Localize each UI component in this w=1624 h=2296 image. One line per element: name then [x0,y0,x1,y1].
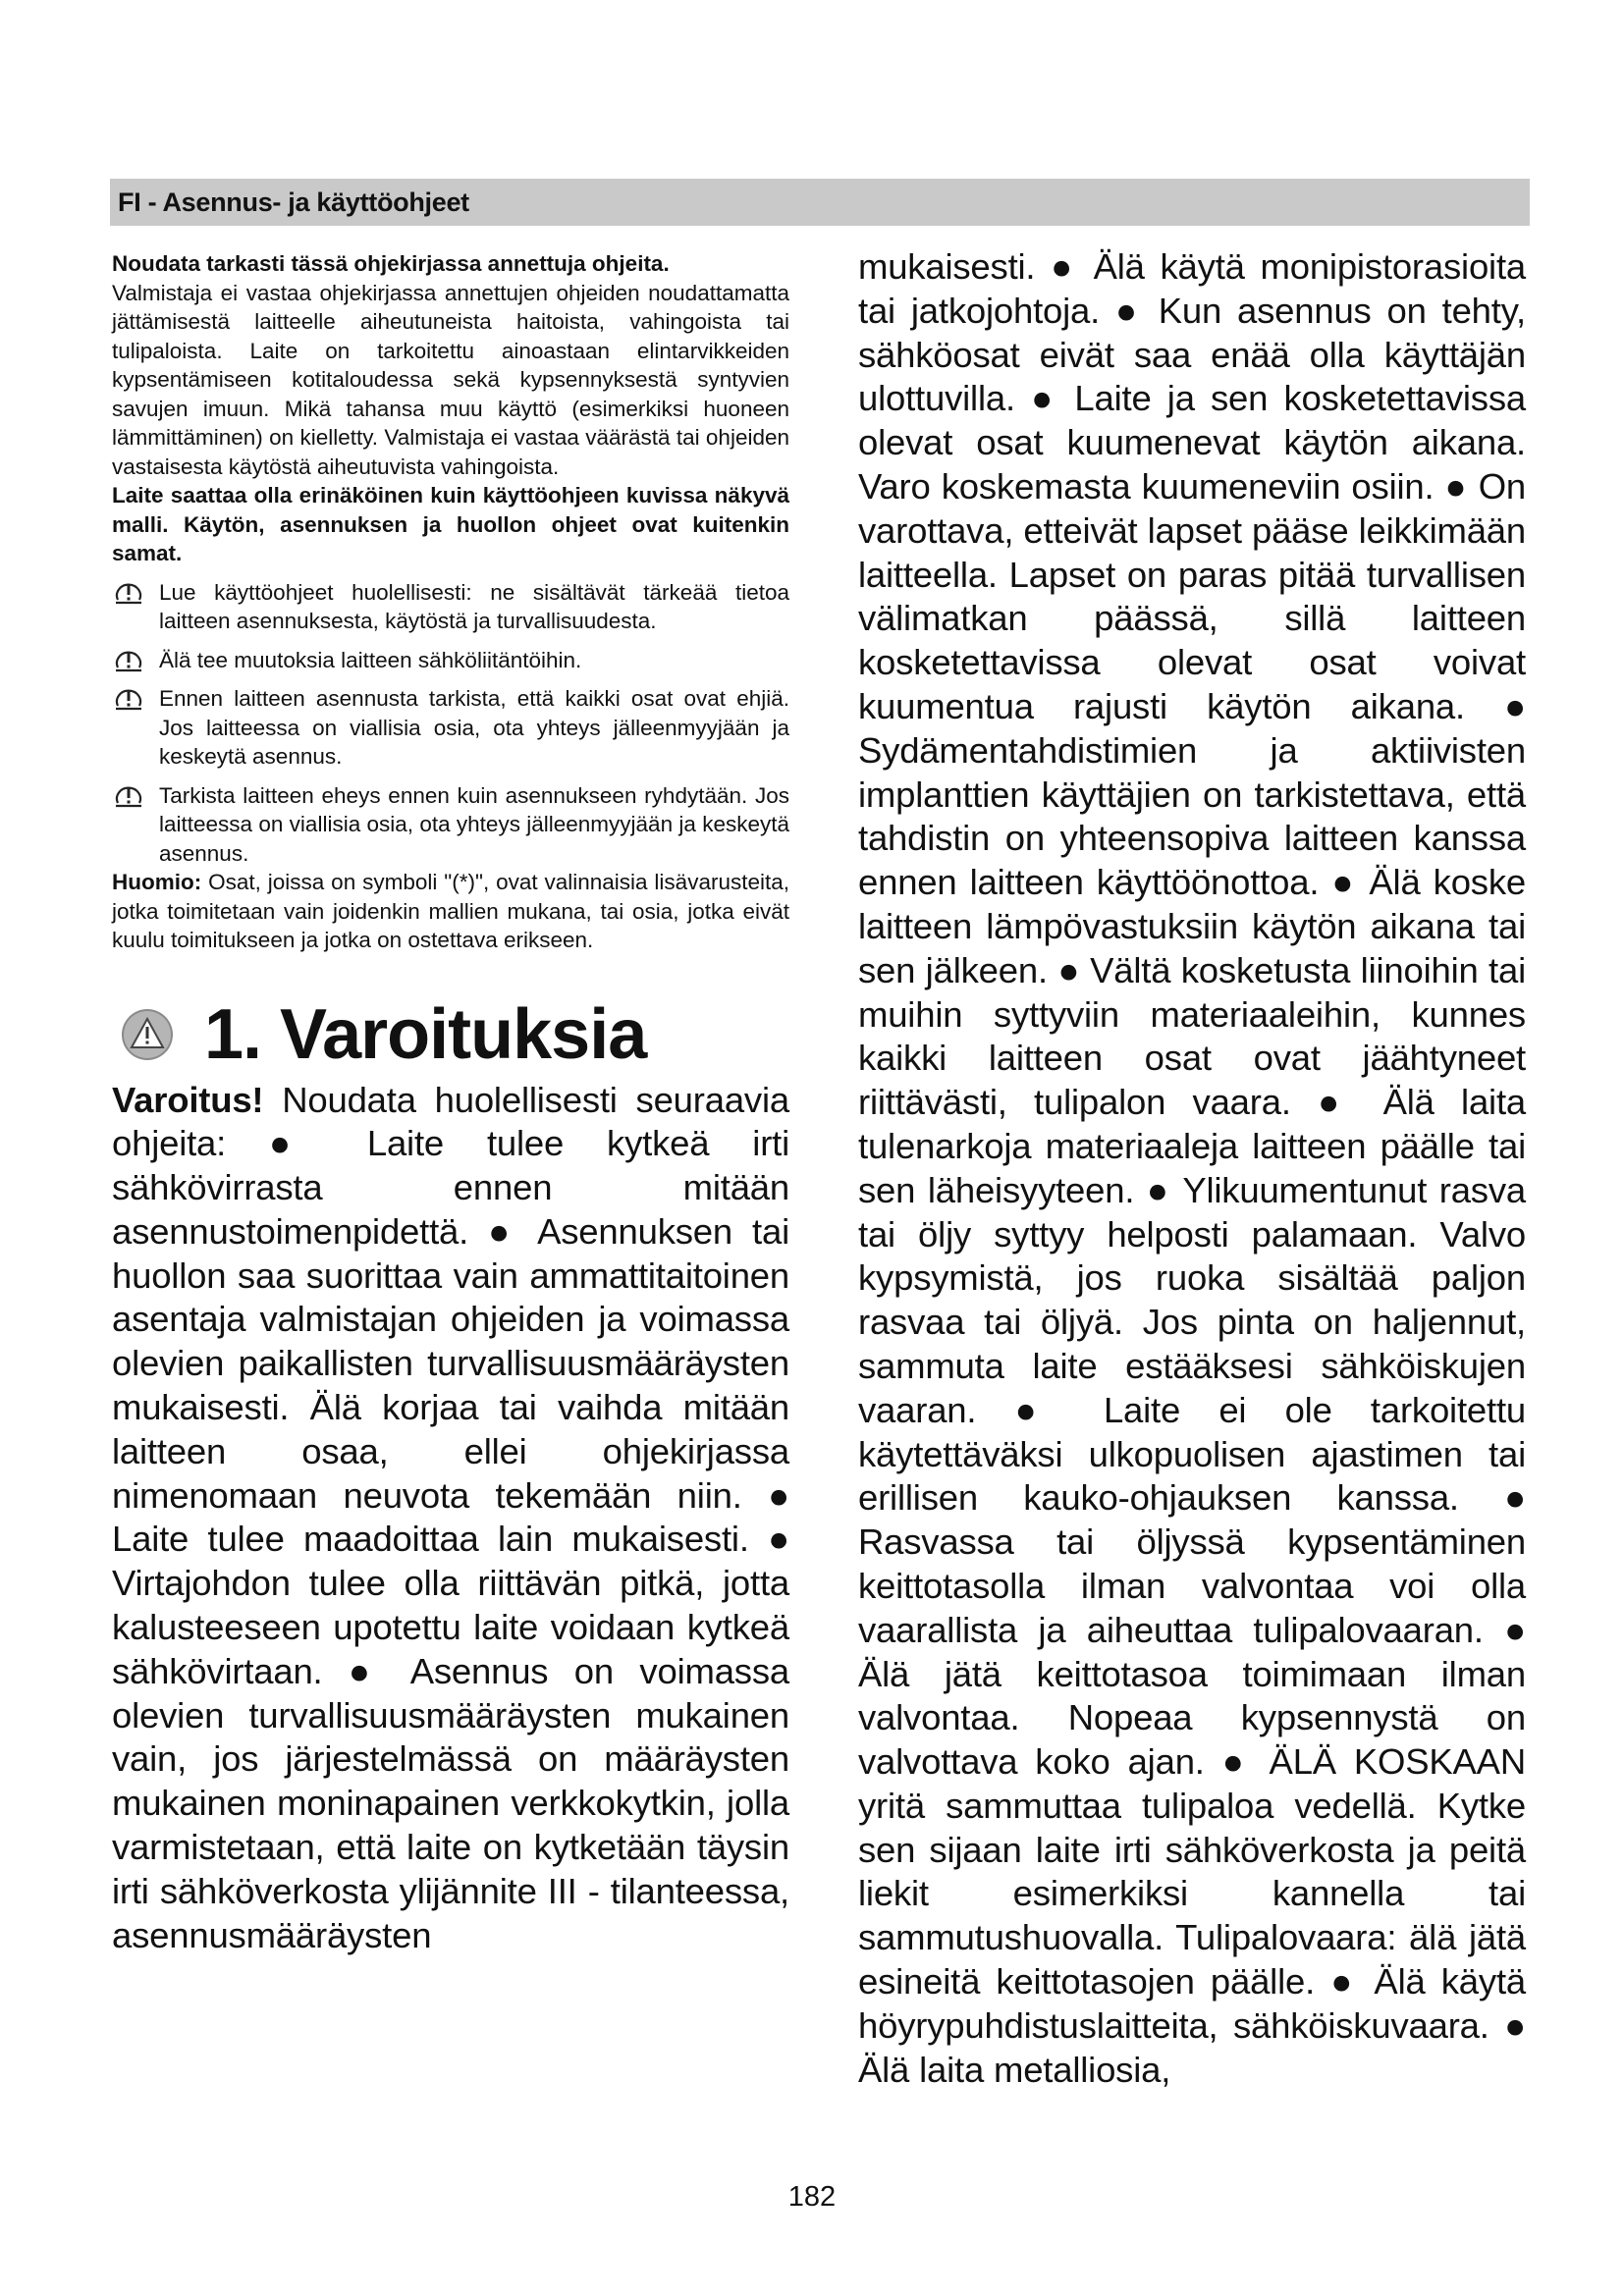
caution-icon [112,578,145,608]
header-title: FI - Asennus- ja käyttöohjeet [118,187,469,217]
huomio-label: Huomio: [112,870,202,894]
right-column [858,245,1526,2092]
caution-icon [112,646,145,675]
caution-note-text: Älä tee muutoksia laitteen sähköliitäntöihin. [159,647,582,672]
section-title: 1. Varoituksia [204,994,647,1074]
caution-note-text: Ennen laitteen asennusta tarkista, että kaikki osat ovat ehjiä. Jos laitteessa on viallisia osia, ota yhteys jälleenmyyjään ja keskeytä asennus. [159,686,789,769]
caution-icon [112,684,145,714]
caution-note [112,781,789,869]
warnings-text-left [112,1079,789,1958]
intro-paragraph: Valmistaja ei vastaa ohjekirjassa annettujen ohjeiden noudattamatta jättämisestä laitteelle aiheutuneista haitoista, vahingoista tai tulipaloista. Laite on tarkoitettu ainoastaan elintarvikkeiden kypsentämiseen kotitaloudessa sekä kypsennyksestä syntyvien savujen imuun. Mikä tahansa muu käyttö (esimerkiksi huoneen lämmittäminen) on kielletty. Valmistaja ei vastaa väärästä tai ohjeiden vastaisesta käytöstä aiheutuvista vahingoista. [112,280,789,479]
caution-note-text: Lue käyttöohjeet huolellisesti: ne sisältävät tärkeää tietoa laitteen asennuksesta, käytöstä ja turvallisuudesta. [159,579,789,633]
warning-triangle-icon [120,1007,175,1062]
page-number: 182 [787,2181,837,2213]
intro-bold-lead: Noudata tarkasti tässä ohjekirjassa annettuja ohjeita. [112,251,670,276]
caution-note [112,646,789,675]
intro-bold-note: Laite saattaa olla erinäköinen kuin käyttöohjeen kuvissa näkyvä malli. Käytön, asennuksen ja huollon ohjeet ovat kuitenkin samat. [112,483,789,565]
left-column [112,249,789,1957]
section-header-bar [110,179,1530,226]
huomio-paragraph [112,868,789,955]
huomio-text: Osat, joissa on symboli "(*)", ovat valinnaisia lisävarusteita, jotka toimitetaan vain joidenkin mallien mukana, tai osia, jotka eivät kuulu toimitukseen ja jotka on ostettava erikseen. [112,870,789,952]
caution-note-text: Tarkista laitteen eheys ennen kuin asennukseen ryhdytään. Jos laitteessa on viallisia osia, ota yhteys jälleenmyyjään ja keskeytä asennus. [159,782,789,866]
warnings-left-body: Noudata huolellisesti seuraavia ohjeita: ● Laite tulee kytkeä irti sähkövirrasta ennen mitään asennustoimenpidettä. ● Asennuksen tai huollon saa suorittaa vain ammattitaitoinen asentaja valmistajan ohjeiden ja voimassa olevien paikallisten turvallisuusmääräysten mukaisesti. Älä korjaa tai vaihda mitään laitteen osaa, ellei ohjekirjassa nimenomaan neuvota tekemään niin. ● Laite tulee maadoittaa lain mukaisesti. ● Virtajohdon tulee olla riittävän pitkä, jotta kalusteeseen upotettu laite voidaan kytkeä sähkövirtaan. ● Asennus on voimassa olevien turvallisuusmääräysten mukainen vain, jos järjestelmässä on määräysten mukainen moninapainen verkkokytkin, jolla varmistetaan, että laite on kytketään täysin irti sähköverkosta ylijännite III - tilanteessa, asennusmääräysten [112,1079,789,1955]
warning-lead-label: Varoitus! [112,1079,264,1120]
caution-note [112,684,789,772]
warnings-text-right: mukaisesti. ● Älä käytä monipistorasioita tai jatkojohtoja. ● Kun asennus on tehty, sähköosat eivät saa enää olla käyttäjän ulottuvilla. ● Laite ja sen kosketettavissa olevat osat kuumenevat käytön aikana. Varo koskemasta kuumeneviin osiin. ● On varottava, etteivät lapset pääse leikkimään laitteella. Lapset on paras pitää turvallisen välimatkan päässä, sillä laitteen kosketettavissa olevat osat voivat kuumentua rajusti käytön aikana. ● Sydämentahdistimien ja aktiivisten implanttien käyttäjien on tarkistettava, että tahdistin on yhteensopiva laitteen kanssa ennen laitteen käyttöönottoa. ● Älä koske laitteen lämpövastuksiin käytön aikana tai sen jälkeen. ● Vältä kosketusta liinoihin tai muihin syttyviin materiaaleihin, kunnes kaikki laitteen osat ovat jäähtyneet riittävästi, tulipalon vaara. ● Älä laita tulenarkoja materiaaleja laitteen päälle tai sen läheisyyteen. ● Ylikuumentunut rasva tai öljy syttyy helposti palamaan. Valvo kypsymistä, jos ruoka sisältää paljon rasvaa tai öljyä. Jos pinta on haljennut, sammuta laite estääksesi sähköiskujen vaaran. ● Laite ei ole tarkoitettu käytettäväksi ulkopuolisen ajastimen tai erillisen kauko-ohjauksen kanssa. ● Rasvassa tai öljyssä kypsentäminen keittotasolla ilman valvontaa voi olla vaarallista ja aiheuttaa tulipalovaaran. ● Älä jätä keittotasoa toimimaan ilman valvontaa. Nopeaa kypsennystä on valvottava koko ajan. ● ÄLÄ KOSKAAN yritä sammuttaa tulipaloa vedellä. Kytke sen sijaan laite irti sähköverkosta ja peitä liekit esimerkiksi kannella tai sammutushuovalla. Tulipalovaara: älä jätä esineitä keittotasojen päälle. ● Älä käytä höyrypuhdistuslaitteita, sähköiskuvaara. ● Älä laita metalliosia, [858,246,1526,2090]
section-heading [112,990,789,1079]
caution-note [112,578,789,636]
caution-icon [112,781,145,811]
